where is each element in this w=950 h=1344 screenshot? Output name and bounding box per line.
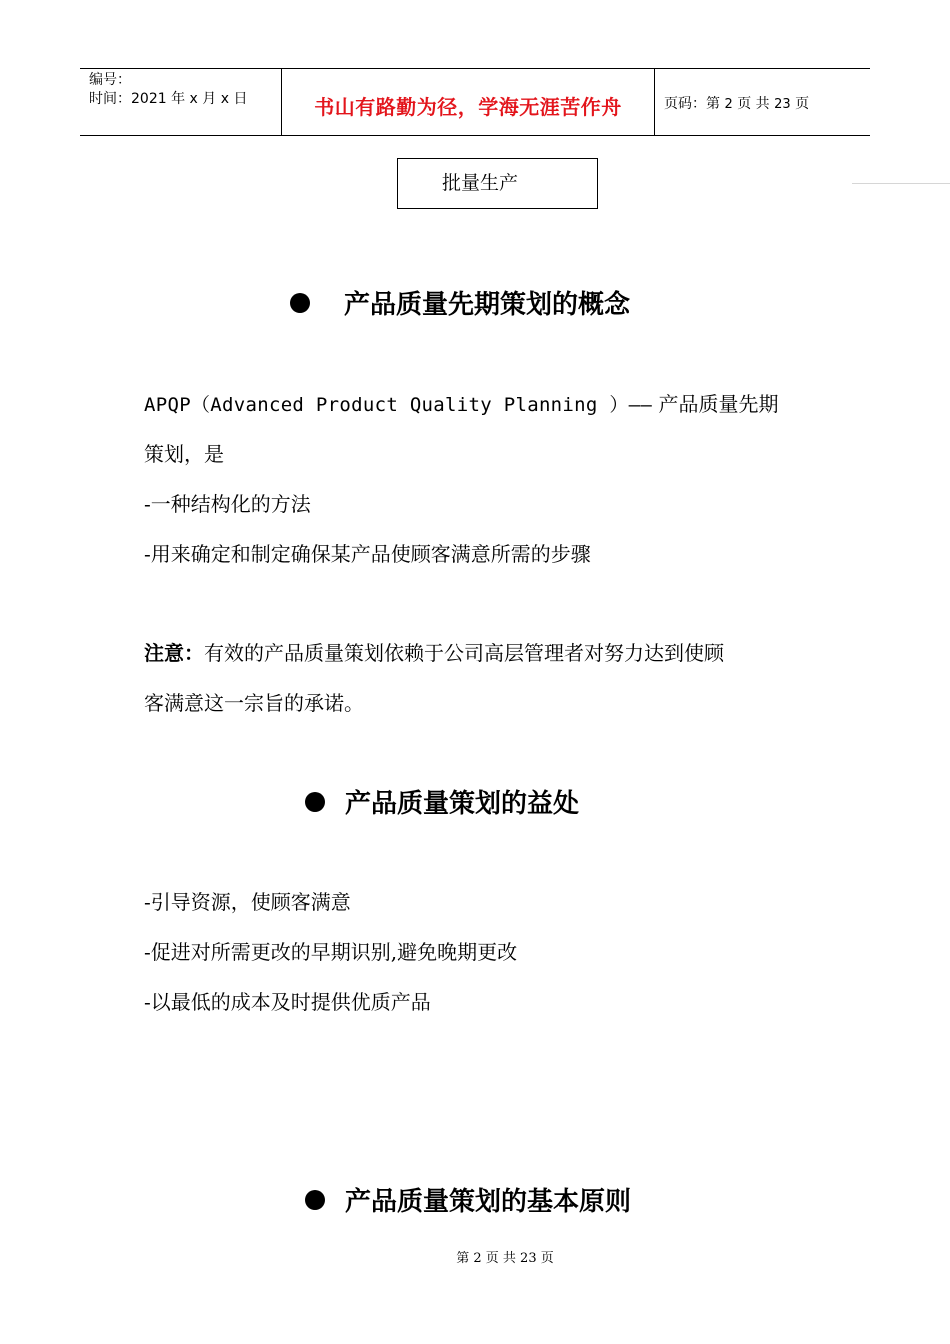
heading-text: 产品质量策划的益处 <box>345 789 580 819</box>
apqp-english: APQP（Advanced Product Quality Planning ）—— <box>144 394 653 416</box>
number-label: 编号： <box>89 72 131 88</box>
heading-text: 产品质量先期策划的概念 <box>344 290 631 320</box>
note-line <box>144 637 724 666</box>
heading-text: 产品质量策划的基本原则 <box>345 1187 632 1217</box>
stage-box: 批量生产 <box>397 158 598 209</box>
header-page-info <box>664 93 809 113</box>
note-line: 客满意这一宗旨的承诺。 <box>144 691 364 715</box>
page-footer: 第 2 页 共 23 页 <box>456 1251 554 1266</box>
note-text: 有效的产品质量策划依赖于公司高层管理者对努力达到使顾 <box>204 641 724 665</box>
header-meta <box>89 71 247 109</box>
section-heading-benefits <box>305 783 579 820</box>
page-prefix: 页码：第 <box>664 96 720 112</box>
list-item: -引导资源，使顾客满意 <box>144 890 351 914</box>
section-heading-principles <box>305 1181 631 1218</box>
bullet-icon <box>305 1190 325 1210</box>
time-label: 时间：2021 年 x 月 x 日 <box>89 91 248 107</box>
page-mid: 页 共 <box>737 96 770 112</box>
paragraph-line: 策划，是 <box>144 442 224 466</box>
header-motto: 书山有路勤为径，学海无涯苦作舟 <box>314 95 622 119</box>
list-item: -一种结构化的方法 <box>144 492 311 516</box>
apqp-definition-line <box>144 388 779 417</box>
list-item: -促进对所需更改的早期识别,避免晚期更改 <box>144 940 518 964</box>
page-total: 23 <box>774 97 791 112</box>
note-label: 注意： <box>144 641 204 665</box>
bullet-icon <box>305 792 325 812</box>
header-divider <box>654 69 655 135</box>
list-item: -用来确定和制定确保某产品使顾客满意所需的步骤 <box>144 542 591 566</box>
section-heading-concept <box>290 284 630 321</box>
page-current: 2 <box>724 97 733 112</box>
list-item: -以最低的成本及时提供优质产品 <box>144 990 431 1014</box>
bullet-icon <box>290 293 310 313</box>
page-suffix: 页 <box>795 96 810 112</box>
apqp-chinese: 产品质量先期 <box>652 392 779 416</box>
side-rule <box>852 183 950 184</box>
document-header <box>80 68 870 136</box>
